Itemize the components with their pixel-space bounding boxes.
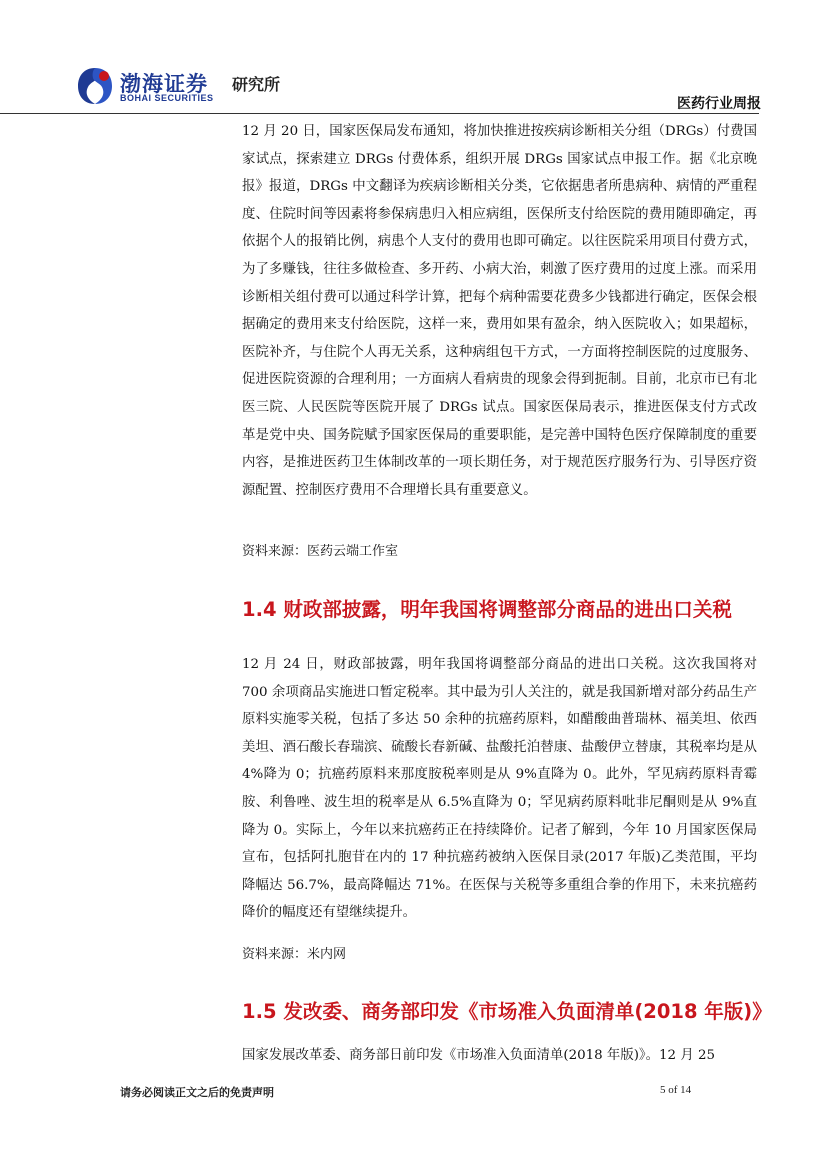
logo-department: 研究所 [232, 75, 281, 94]
body-paragraph-tariff: 12 月 24 日，财政部披露，明年我国将调整部分商品的进出口关税。这次我国将对 700 余项商品实施进口暂定税率。其中最为引人关注的，就是我国新增对部分药品生产原料实施零关税，包括了多达 50 余种的抗癌药原料，如醋酸曲普瑞林、福美坦、依西美坦、酒石酸长春瑞滨、硫酸长春新碱、盐酸托泊替康、盐酸伊立替康，其税率均是从 4%降为 0；抗癌药原料来那度胺税率则是从 9%直降为 0。此外，罕见病药原料青霉胺、利鲁唑、波生坦的税率是从 6.5%直降为 0；罕见病药原料吡非尼酮则是从 9%直降为 0。实际上，今年以来抗癌药正在持续降价。记者了解到，今年 10 月国家医保局宣布，包括阿扎胞苷在内的 17 种抗癌药被纳入医保目录(2017 年版)乙类范围，平均降幅达 56.7%，最高降幅达 71%。在医保与关税等多重组合拳的作用下，未来抗癌药降价的幅度还有望继续提升。 [242, 657, 757, 921]
header-divider [0, 113, 759, 114]
section-heading-1-5: 1.5 发改委、商务部印发《市场准入负面清单(2018 年版)》 [242, 1000, 772, 1023]
report-type-title: 医药行业周报 [677, 96, 761, 112]
page-number: 5 of 14 [660, 1084, 692, 1096]
source-note: 资料来源：米内网 [242, 947, 347, 962]
company-logo [76, 66, 286, 106]
bohai-logo-icon [76, 66, 114, 106]
body-paragraph-negative-list: 国家发展改革委、商务部日前印发《市场准入负面清单(2018 年版)》。12 月 25 [242, 1048, 716, 1063]
section-heading-1-4: 1.4 财政部披露，明年我国将调整部分商品的进出口关税 [242, 598, 732, 621]
source-note: 资料来源：医药云端工作室 [242, 544, 399, 559]
footer-disclaimer: 请务必阅读正文之后的免责声明 [120, 1086, 274, 1099]
body-paragraph-drgs: 12 月 20 日，国家医保局发布通知，将加快推进按疾病诊断相关分组（DRGs）付费国家试点，探索建立 DRGs 付费体系，组织开展 DRGs 国家试点申报工作。据《北京晚报》报道，DRGs 中文翻译为疾病诊断相关分类，它依据患者所患病种、病情的严重程度、住院时间等因素将参保病患归入相应病组，医保所支付给医院的费用随即确定，再依据个人的报销比例，病患个人支付的费用也即可确定。以往医院采用项目付费方式，为了多赚钱，往往多做检查、多开药、小病大治，刺激了医疗费用的过度上涨。而采用诊断相关组付费可以通过科学计算，把每个病种需要花费多少钱都进行确定，医保会根据确定的费用来支付给医院，这样一来，费用如果有盈余，纳入医院收入；如果超标，医院补齐，与住院个人再无关系，这种病组包干方式，一方面将控制医院的过度服务、促进医院资源的合理利用；一方面病人看病贵的现象会得到扼制。目前，北京市已有北医三院、人民医院等医院开展了 DRGs 试点。国家医保局表示，推进医保支付方式改革是党中央、国务院赋予国家医保局的重要职能，是完善中国特色医疗保障制度的重要内容，是推进医药卫生体制改革的一项长期任务，对于规范医疗服务行为、引导医疗资源配置、控制医疗费用不合理增长具有重要意义。 [242, 124, 757, 498]
logo-english-name: BOHAI SECURITIES [120, 93, 214, 103]
logo-chinese-name: 渤海证券 [120, 72, 208, 96]
